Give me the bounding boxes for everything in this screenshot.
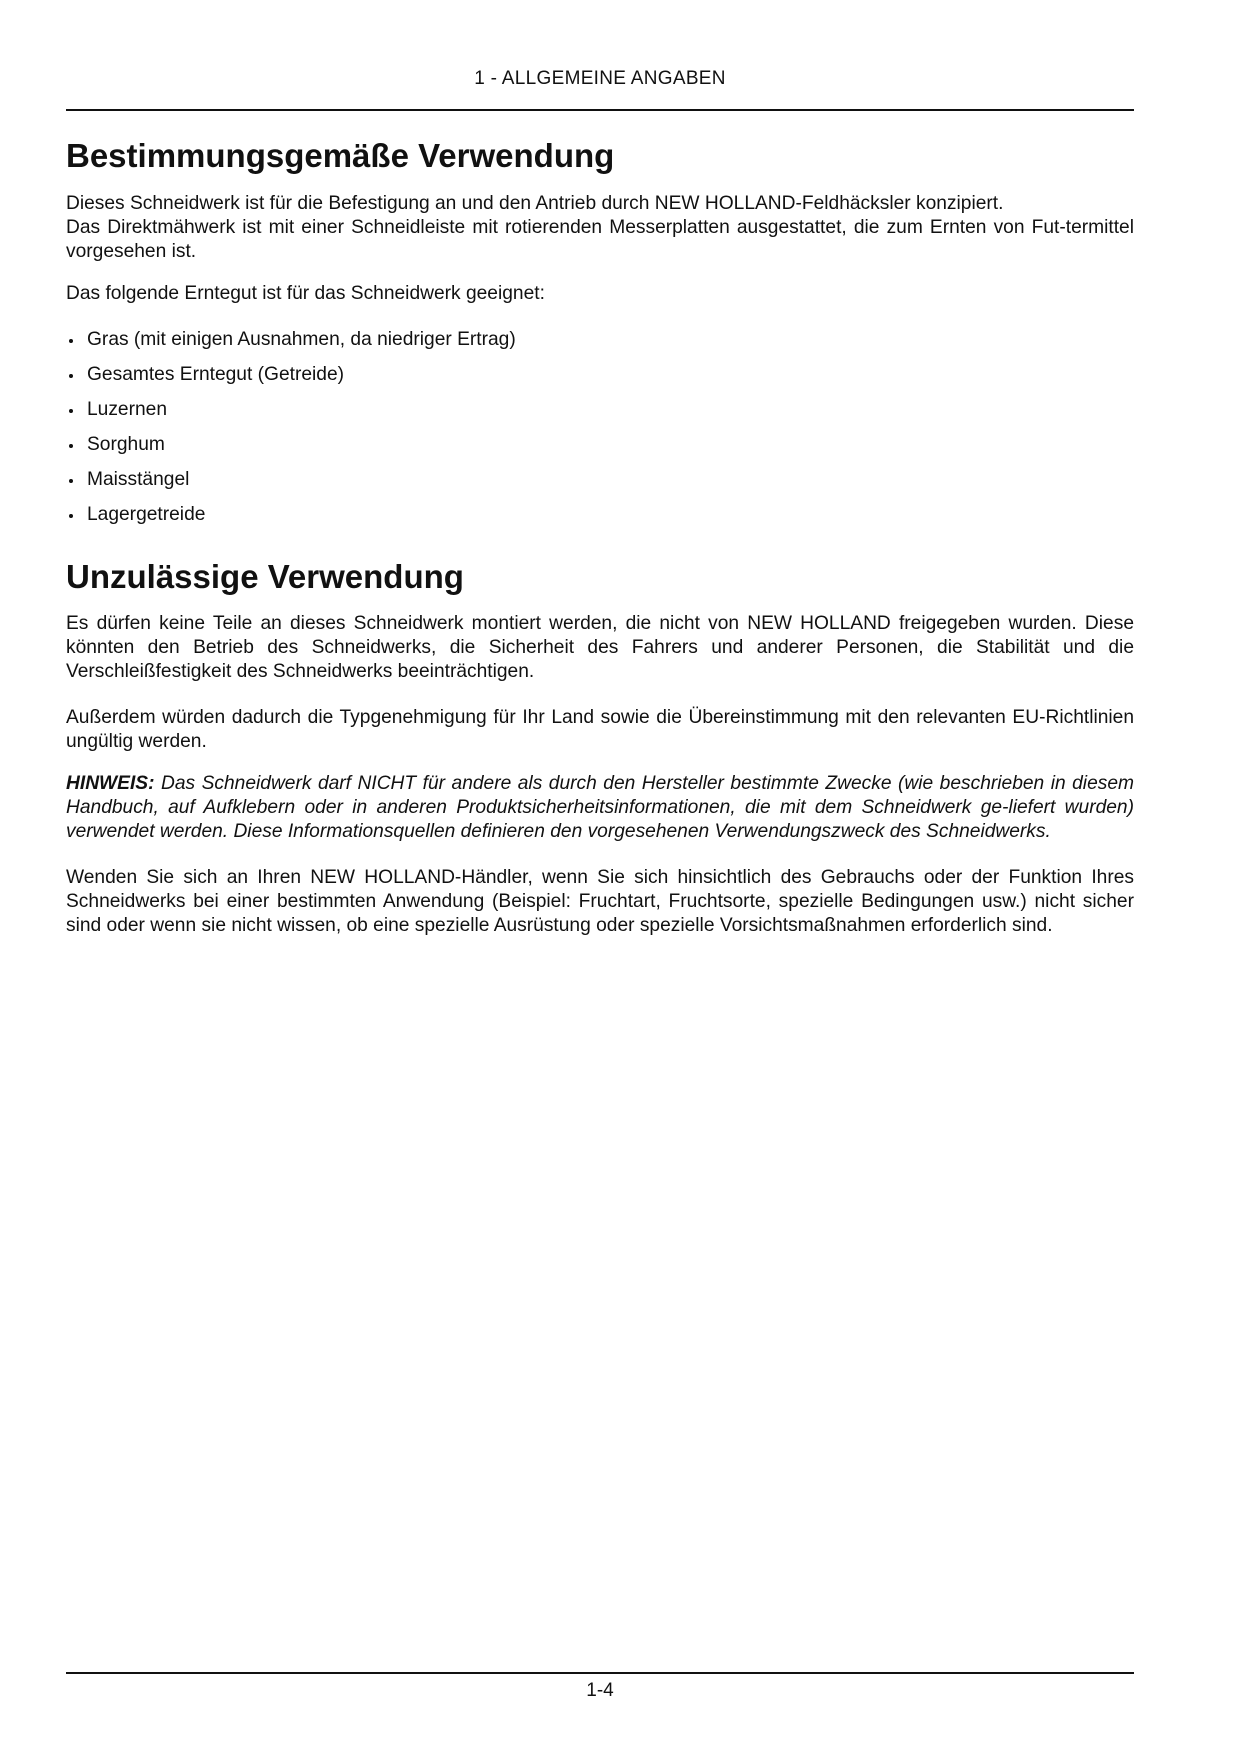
header-rule: [66, 109, 1134, 111]
list-item: Gesamtes Erntegut (Getreide): [66, 363, 1134, 387]
list-item: Gras (mit einigen Ausnahmen, da niedriger Ertrag): [66, 328, 1134, 352]
section-title-improper-use: Unzulässige Verwendung: [66, 557, 464, 595]
section-title-intended-use: Bestimmungsgemäße Verwendung: [66, 137, 615, 174]
improper-use-paragraph-2: Außerdem würden dadurch die Typgenehmigung für Ihr Land sowie die Übereinstimmung mit den relevanten EU-Richtlinien ungültig werden.: [66, 707, 1134, 753]
list-item: Lagergetreide: [66, 503, 1134, 527]
intended-use-line2: Das Direktmähwerk ist mit einer Schneidleiste mit rotierenden Messerplatten ausgestattet, die zum Ernten von Fut-termittel vorgesehen ist.: [66, 216, 1134, 262]
crop-list: [66, 328, 1134, 527]
note-text: Das Schneidwerk darf NICHT für andere als durch den Hersteller bestimmte Zwecke (wie beschrieben in diesem Handbuch, auf Aufklebern oder in anderen Produktsicherheitsinformationen, die mit dem Schneidwerk ge-liefert wurden) verwendet werden. Diese Informationsquellen definieren den vorgesehenen Verwendungszweck des Schneidwerks.: [66, 773, 1134, 843]
improper-use-paragraph-1: Es dürfen keine Teile an dieses Schneidwerk montiert werden, die nicht von NEW HOLLAND freigegeben wurden. Diese könnten den Betrieb des Schneidwerks, die Sicherheit des Fahrers und anderer Personen, die Stabilität und die Verschleißfestigkeit des Schneidwerks beeinträchtigen.: [66, 613, 1134, 683]
section-intended-use: [66, 136, 1134, 527]
page-number: 1-4: [586, 1680, 614, 1701]
chapter-header: 1 - ALLGEMEINE ANGABEN: [474, 68, 726, 89]
dealer-contact-paragraph: Wenden Sie sich an Ihren NEW HOLLAND-Händler, wenn Sie sich hinsichtlich des Gebrauchs oder der Funktion Ihres Schneidwerks bei einer bestimmten Anwendung (Beispiel: Fruchtart, Fruchtsorte, spezielle Bedingungen usw.) nicht sicher sind oder wenn sie nicht wissen, ob eine spezielle Ausrüstung oder spezielle Vorsichtsmaßnahmen erforderlich sind.: [66, 867, 1134, 937]
intended-use-line1: Dieses Schneidwerk ist für die Befestigung an und den Antrieb durch NEW HOLLAND-Feldhäcksler konzipiert.: [66, 192, 1004, 214]
list-item: Luzernen: [66, 398, 1134, 422]
section-improper-use: [66, 557, 1134, 939]
list-item: Maisstängel: [66, 468, 1134, 492]
intended-use-paragraph: [66, 192, 1134, 264]
page-content: [66, 136, 1134, 960]
suitable-crops-intro: Das folgende Erntegut ist für das Schneidwerk geeignet:: [66, 282, 545, 304]
note-label: HINWEIS:: [66, 773, 155, 795]
list-item: Sorghum: [66, 433, 1134, 457]
note-paragraph: [66, 772, 1134, 844]
footer-rule: [66, 1672, 1134, 1674]
